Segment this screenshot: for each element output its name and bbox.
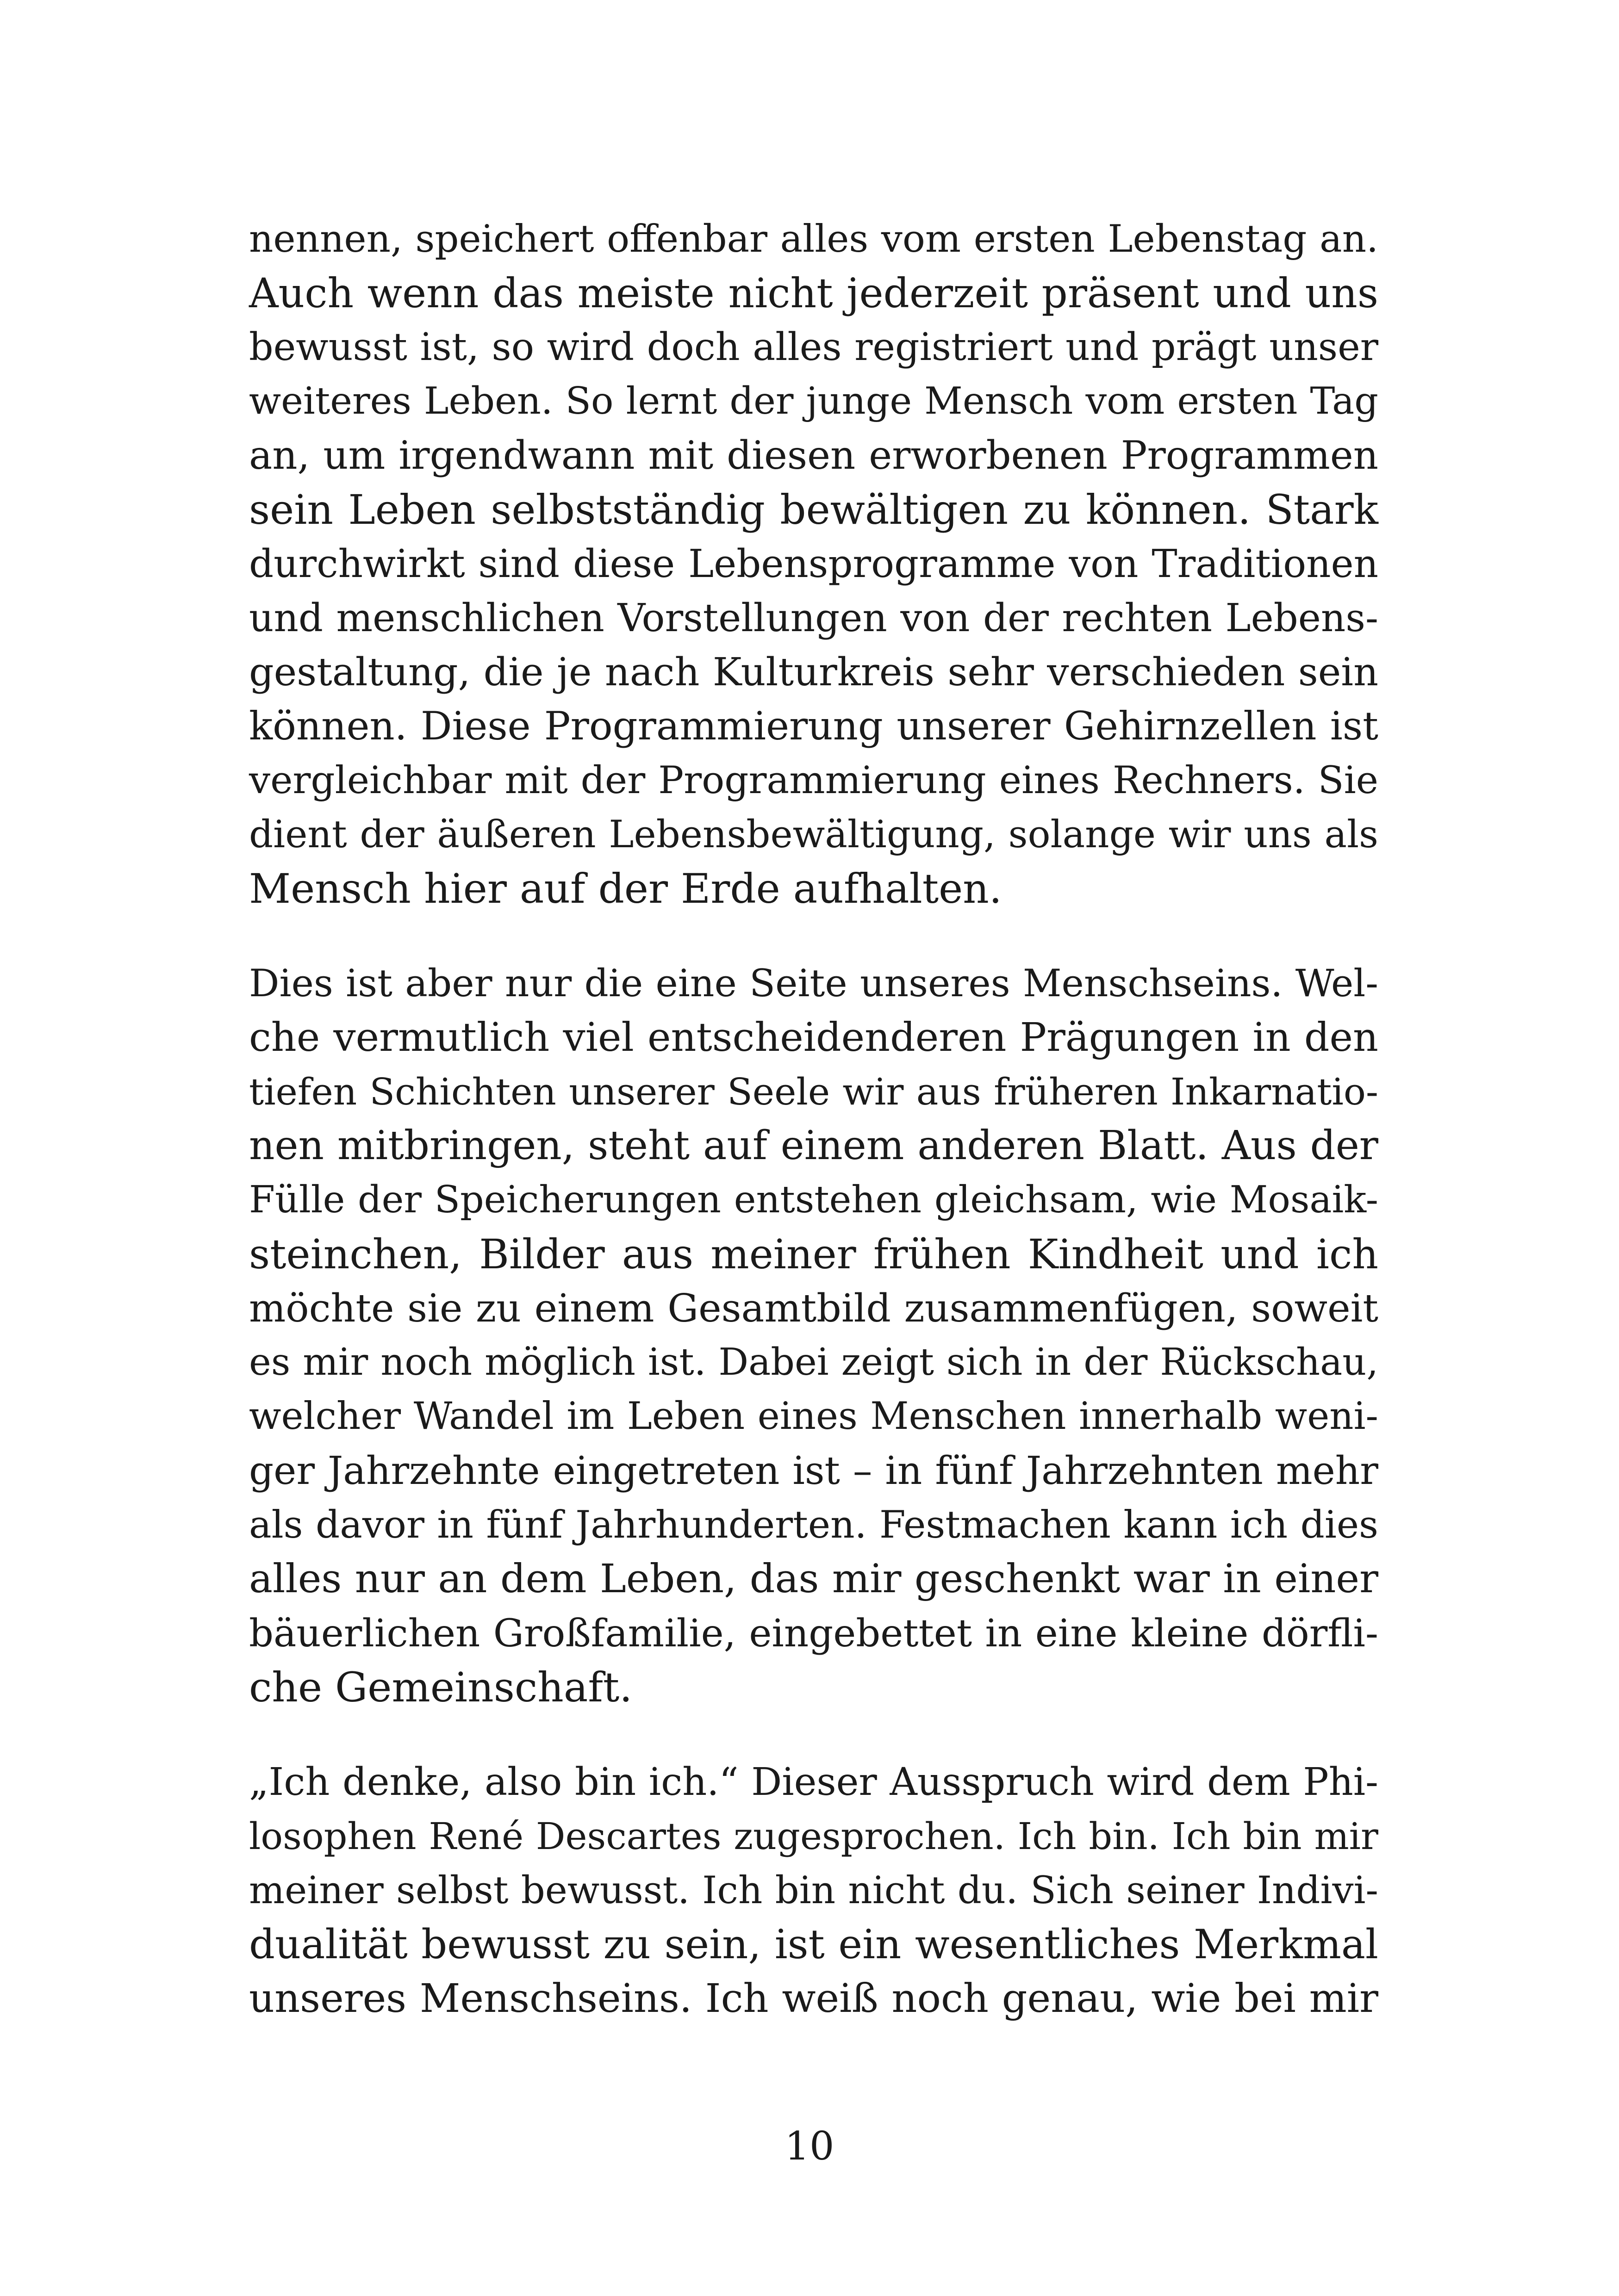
paragraph-spacer: [249, 1714, 1378, 1755]
text-line: können. Diese Programmierung unserer Gehirnzellen ist: [249, 703, 1378, 749]
text-line: unseres Menschseins. Ich weiß noch genau, wie bei mir: [249, 1976, 1378, 2022]
text-line: Dies ist aber nur die eine Seite unseres Menschseins. Wel-: [249, 962, 1378, 1005]
text-line: weiteres Leben. So lernt der junge Mensch vom ersten Tag: [249, 379, 1378, 423]
paragraph: [249, 1755, 1378, 2026]
text-line: meiner selbst bewusst. Ich bin nicht du. Sich seiner Indivi-: [249, 1868, 1378, 1912]
text-line: vergleichbar mit der Programmierung eines Rechners. Sie: [249, 758, 1378, 802]
page-number: 10: [785, 2123, 834, 2169]
text-line: ger Jahrzehnte eingetreten ist – in fünf Jahrzehnten mehr: [249, 1448, 1378, 1493]
text-line: nennen, speichert offenbar alles vom ersten Lebenstag an.: [249, 217, 1378, 261]
text-line: dient der äußeren Lebensbewältigung, solange wir uns als: [249, 813, 1378, 856]
text-line: „Ich denke, also bin ich.“ Dieser Ausspruch wird dem Phi-: [249, 1760, 1378, 1804]
text-line: bäuerlichen Großfamilie, eingebettet in eine kleine dörfli-: [249, 1611, 1378, 1656]
text-line: tiefen Schichten unserer Seele wir aus früheren Inkarnatio-: [249, 1070, 1378, 1113]
text-line: che vermutlich viel entscheidenderen Prägungen in den: [249, 1015, 1378, 1061]
text-line: es mir noch möglich ist. Dabei zeigt sich in der Rückschau,: [249, 1340, 1378, 1384]
text-line: dualität bewusst zu sein, ist ein wesentliches Merkmal: [249, 1921, 1378, 1968]
text-line: und menschlichen Vorstellungen von der rechten Lebens-: [249, 596, 1378, 640]
text-line: losophen René Descartes zugesprochen. Ich bin. Ich bin mir: [249, 1815, 1378, 1858]
text-line: Mensch hier auf der Erde aufhalten.: [249, 865, 1002, 912]
text-line: bewusst ist, so wird doch alles registriert und prägt unser: [249, 325, 1378, 369]
text-line: alles nur an dem Leben, das mir geschenkt war in einer: [249, 1556, 1378, 1602]
paragraph-spacer: [249, 916, 1378, 956]
text-line: sein Leben selbstständig bewältigen zu können. Stark: [249, 486, 1378, 534]
text-line: nen mitbringen, steht auf einem anderen Blatt. Aus der: [249, 1123, 1378, 1169]
text-line: durchwirkt sind diese Lebensprogramme von Traditionen: [249, 541, 1378, 586]
text-line: möchte sie zu einem Gesamtbild zusammenfügen, soweit: [249, 1285, 1378, 1331]
text-line: che Gemeinschaft.: [249, 1663, 633, 1711]
text-line: Fülle der Speicherungen entstehen gleichsam, wie Mosaik-: [249, 1178, 1378, 1222]
paragraph: [249, 956, 1378, 1714]
text-line: welcher Wandel im Leben eines Menschen innerhalb weni-: [249, 1395, 1378, 1438]
text-line: gestaltung, die je nach Kulturkreis sehr verschieden sein: [249, 649, 1378, 695]
body-text: [249, 212, 1378, 2026]
text-line: an, um irgendwann mit diesen erworbenen Programmen: [249, 433, 1378, 478]
text-line: als davor in fünf Jahrhunderten. Festmachen kann ich dies: [249, 1503, 1378, 1547]
text-line: steinchen, Bilder aus meiner frühen Kindheit und ich: [249, 1230, 1378, 1278]
paragraph: [249, 212, 1378, 916]
text-line: Auch wenn das meiste nicht jederzeit präsent und uns: [249, 269, 1378, 317]
